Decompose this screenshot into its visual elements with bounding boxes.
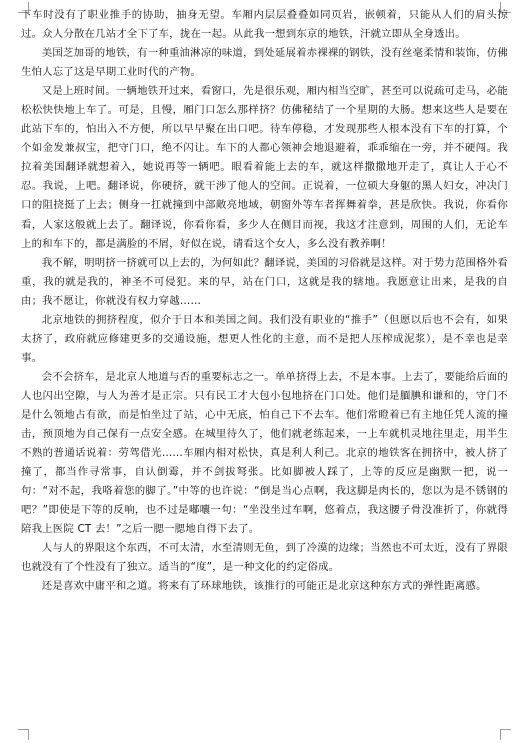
paragraph: 我不解，明明挤一挤就可以上去的，为何如此？翻译说，美国的习俗就是这样。对于势力范围格外看重，我的就是我的，神圣不可侵犯。来的早，站在门口，这就是我的辖地。我愿意让出来，是我的自由；我不愿让，你就没有权力穿越…… [21, 256, 508, 307]
paragraph: 会不会挤车，是北京人地道与否的重要标志之一。单单挤得上去，不是本事。上去了，要能给后面的人也闪出空隙，与人为善才是正宗。只有民工才大包小包地挤在门口处。他们是腼腆和谦和的，守门不是什么领地占有欲，而是怕坐过了站，心中无底，怕自己下不去车。他们常瞪着已有主地任凭人流的撞击，预顶地为自己保有一点安全感。在城里待久了，他们就老练起来，一上车就机灵地往里走，用半生不熟的普通话说着：劳驾借光……车厢内相对松快，真是利人利己。北京的地铁客在拥挤中，被人挤了撞了，都当作寻常事，自认倒霉，并不剑拔弩张。比如脚被人踩了，上等的反应是幽默一把，说一句：“对不起，我咯着您的脚了。”中等的也许说：“倒是当心点啊，我这脚是肉长的，您以为是不锈钢的吧？”即使是下等的反响，也不过是嘟囔一句：“坐没坐过车啊，悠着点，我这腰子骨没准折了，你就得陪我上医院 CT 去！”之后一腮一腮地自得下去了。 [21, 370, 508, 536]
paragraph: 又是上班时间。一辆地铁开过来，看窗口，先是很乐观，厢内相当空旷，甚至可以说疏可走马，必能松松快快地上车了。可是，且慢，厢门口怎么那样挤？仿佛秘结了一个星期的大肠。想来这些人是要在此站下车的，怕出入不方便，所以早早聚在出口吧。待车停稳，才发现那些人根本没有下车的打算，个个如金发兼叔宝，把守门口，绝不闪让。车下的人都心领神会地退避着，乖乖缩在一旁，并不硬闯。我拉着美国翻译就想着入，她说再等一辆吧。眼看着能上去的车，就这样撒撒地开走了，真让人于心不忍。我说，上吧。翻译说，你硬挤，就干涉了他人的空间。正说着，一位硕大身躯的黑人妇女，冲决门口的阻挠挺了上去；侧身一扛就撞到中部敞亮地域，朝窗外等车者挥舞着拳，甚是欣快。我说，你看你看，人家这般就上去了。翻译说，你看你看，多少人在侧目而视，我这才注意到，周围的人们，无论车上的和车下的，都是满脸的不屑，好似在说，请看这个女人，多么没有教养啊！ [21, 85, 508, 250]
paragraph: 下车时没有了职业推手的协助，抽身无望。车厢内层层叠叠如同页岩，嵌顿着，只能从人们的肩头掠过。众人分散在几站才全下了车，拢在一起。从此我一想到东京的地铁，汗就立即从全身透出。 [21, 9, 508, 41]
paragraph: 美国芝加哥的地铁，有一种重油淋凉的味道，到处延展着赤裸裸的钢铁，没有丝毫柔情和装饰，仿佛生怕人忘了这是早期工业时代的产物。 [21, 47, 508, 79]
paragraph: 还是喜欢中庸平和之道。将来有了环球地铁，该推行的可能正是北京这种东方式的弹性距离感。 [41, 580, 487, 593]
paragraph: 北京地铁的拥挤程度，似介于日本和美国之间。我们没有职业的“推手”（但愿以后也不会有，如果太挤了，政府就应修建更多的交通设施，想更人性化的主意，而不是把人压榨成泥浆），是不幸也是幸事。 [21, 313, 508, 364]
paragraph: 人与人的界限这个东西，不可太清，水至清则无鱼，到了冷漠的边缘；当然也不可太近，没有了界限也就没有了个性没有了独立。适当的“度”，是一种文化的约定俗成。 [21, 542, 508, 574]
document-body [21, 6, 508, 596]
margin-corner-bottom-left [18, 729, 29, 740]
margin-corner-bottom-right [500, 729, 511, 740]
